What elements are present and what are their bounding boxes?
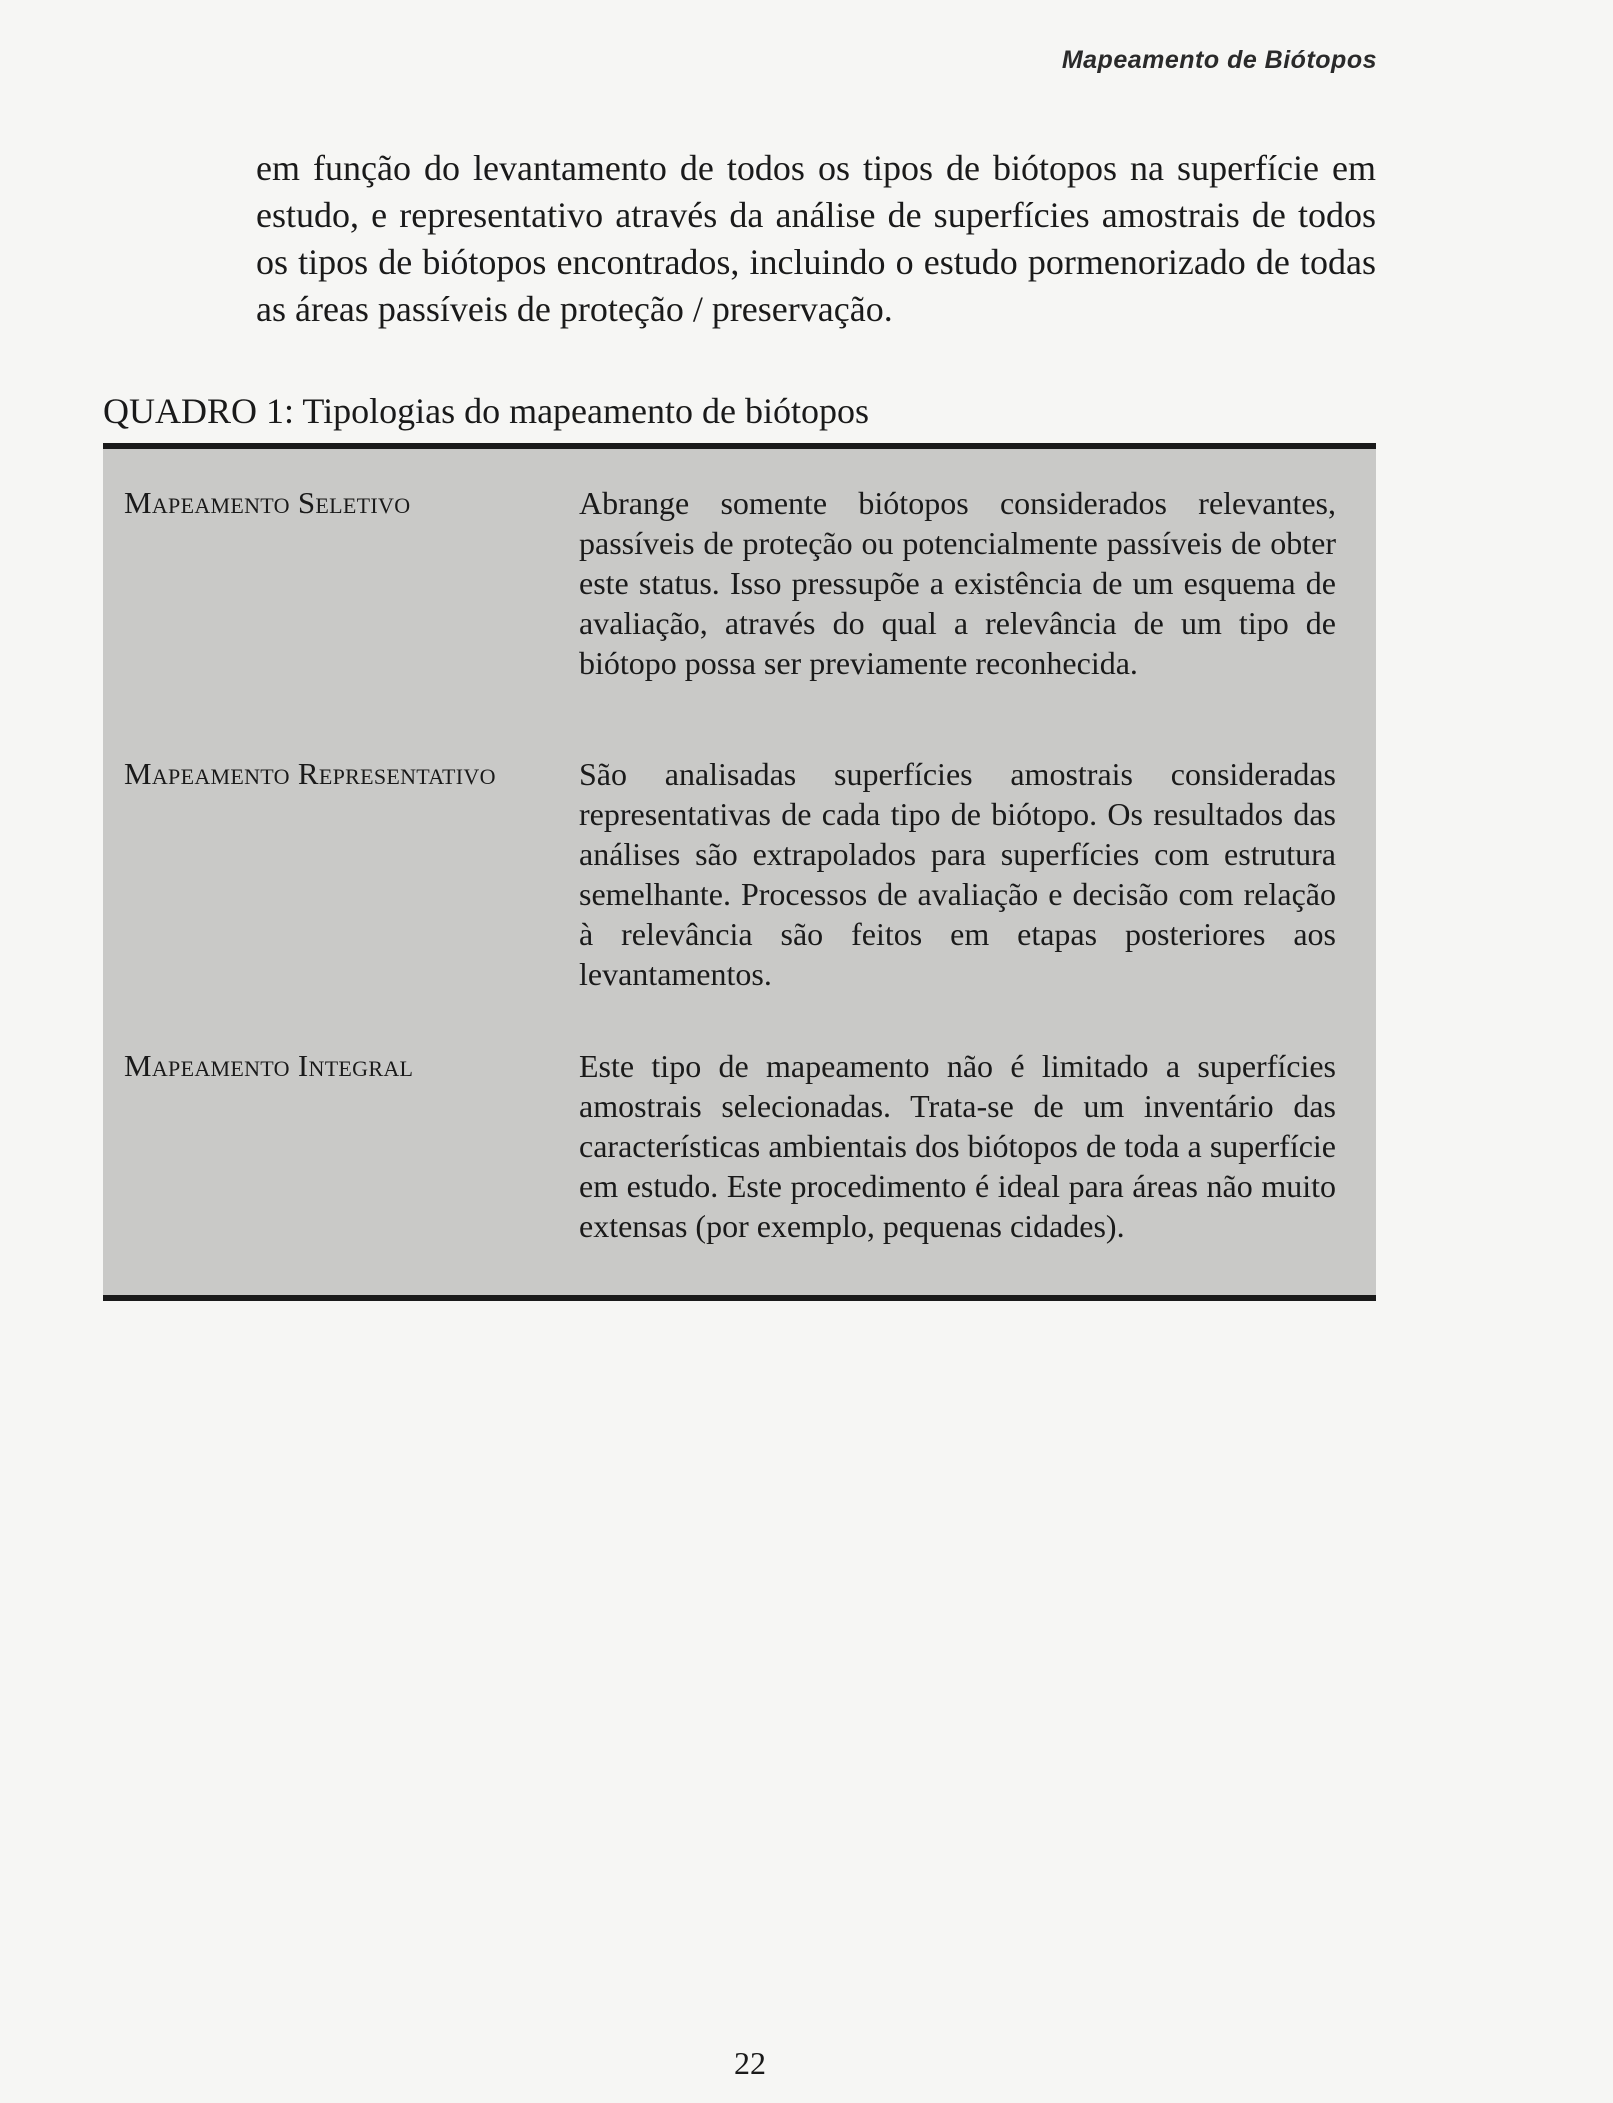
intro-paragraph: em função do levantamento de todos os tipos de biótopos na superfície em estudo, e representativo através da análise de superfícies amostrais de todos os tipos de biótopos encontrados, incluindo o estudo pormenorizado de todas as áreas passíveis de proteção / preservação. bbox=[256, 148, 1376, 329]
running-header-title: Mapeamento de Biótopos bbox=[1061, 46, 1377, 74]
quadro-row-label: Mapeamento Integral bbox=[124, 1048, 414, 1083]
quadro-row-label: Mapeamento Representativo bbox=[124, 756, 496, 791]
running-header bbox=[1062, 46, 1377, 75]
quadro-row-text: Abrange somente biótopos considerados relevantes, passíveis de proteção ou potencialmente passíveis de obter este status. Isso pressupõe a existência de um esquema de avaliação, através do qual a relevância de um tipo de biótopo possa ser previamente reconhecida. bbox=[579, 485, 1336, 681]
quadro-row-text: Este tipo de mapeamento não é limitado a superfícies amostrais selecionadas. Trata-se de um inventário das características ambientais dos biótopos de toda a superfície em estudo. Este procedimento é ideal para áreas não muito extensas (por exemplo, pequenas cidades). bbox=[579, 1048, 1336, 1244]
quadro-table bbox=[103, 443, 1376, 1301]
quadro-row-label: Mapeamento Seletivo bbox=[124, 485, 411, 520]
page-number: 22 bbox=[734, 2045, 766, 2081]
quadro-row-text: São analisadas superfícies amostrais consideradas representativas de cada tipo de biótopo. Os resultados das análises são extrapolados para superfícies com estrutura semelhante. Processos de avaliação e decisão com relação à relevância são feitos em etapas posteriores aos levantamentos. bbox=[579, 756, 1336, 992]
quadro-title: QUADRO 1: Tipologias do mapeamento de biótopos bbox=[103, 391, 869, 431]
